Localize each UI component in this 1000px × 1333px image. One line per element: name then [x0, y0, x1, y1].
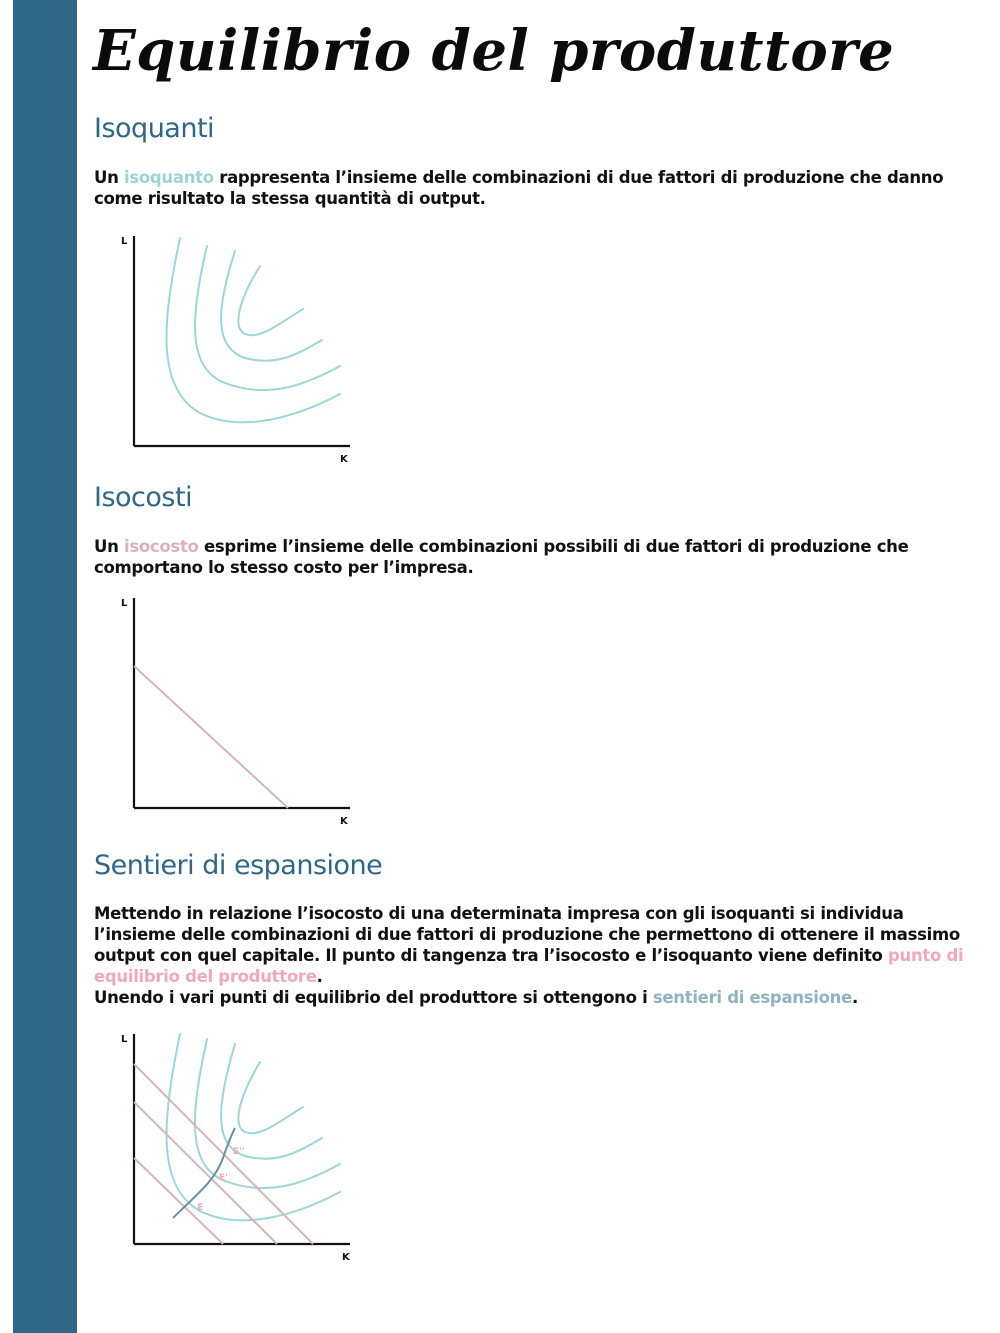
paragraph-text: Un	[94, 537, 124, 556]
y-axis-label: L	[121, 1034, 128, 1045]
paragraph-text: .	[851, 988, 858, 1007]
paragraph-text: Mettendo in relazione l’isocosto di una determinata impresa con gli isoquanti si individua l’insieme delle combinazioni di due fattori di produzione che permettono di ottenere il massimo output con quel capitale. Il punto di tangenza tra l’isocosto e l’isoquanto viene definito	[94, 904, 960, 965]
paragraph-text: rappresenta l’insieme delle combinazioni di due fattori di produzione che danno come risultato la stessa quantità di output.	[94, 168, 944, 208]
page-title: Equilibrio del produttore	[93, 18, 895, 84]
isoquant-curve-2	[195, 1039, 340, 1188]
isoquant-curve-3	[221, 1044, 322, 1159]
expansion-path-graph	[115, 1026, 365, 1266]
highlighted-term: isocosto	[124, 537, 199, 556]
y-axis-label: L	[121, 598, 128, 609]
paragraph-isoquanti	[94, 167, 984, 209]
paragraph-text: Un	[94, 168, 124, 187]
left-sidebar-band	[13, 0, 77, 1333]
heading-isoquanti: Isoquanti	[94, 113, 215, 144]
equilibrium-label-e: E	[197, 1203, 204, 1213]
paragraph-text: esprime l’insieme delle combinazioni possibili di due fattori di produzione che comportano lo stesso costo per l’impresa.	[94, 537, 909, 577]
isocost-line	[134, 666, 288, 808]
isocost-line-2	[134, 1102, 277, 1244]
heading-sentieri-di-espansione: Sentieri di espansione	[94, 850, 383, 881]
paragraph-text: Unendo i vari punti di equilibrio del produttore si ottengono i	[94, 988, 653, 1007]
paragraph-isocosti	[94, 536, 984, 578]
paragraph-text: .	[316, 967, 323, 986]
isoquant-curve-4	[238, 1062, 303, 1133]
highlighted-term: isoquanto	[124, 168, 214, 187]
equilibrium-label-e-double-prime: E''	[233, 1147, 245, 1157]
equilibrium-label-e-prime: E'	[219, 1173, 228, 1183]
isoquant-curve-1	[167, 238, 340, 422]
isoquant-curve-3	[221, 251, 322, 361]
highlighted-term: sentieri di espansione	[652, 988, 852, 1007]
x-axis-label: K	[340, 454, 348, 465]
x-axis-label: K	[342, 1252, 350, 1263]
isoquant-graph	[115, 228, 365, 468]
isoquant-curve-1	[167, 1034, 340, 1220]
highlighted-term: punto di equilibrio del produttore	[94, 946, 964, 986]
x-axis-label: K	[340, 816, 348, 827]
heading-isocosti: Isocosti	[94, 482, 193, 513]
isoquant-curve-2	[195, 246, 340, 390]
paragraph-sentieri-di-espansione	[94, 903, 984, 1008]
isoquant-curve-4	[238, 266, 303, 335]
isocost-graph	[115, 590, 365, 830]
y-axis-label: L	[121, 236, 128, 247]
